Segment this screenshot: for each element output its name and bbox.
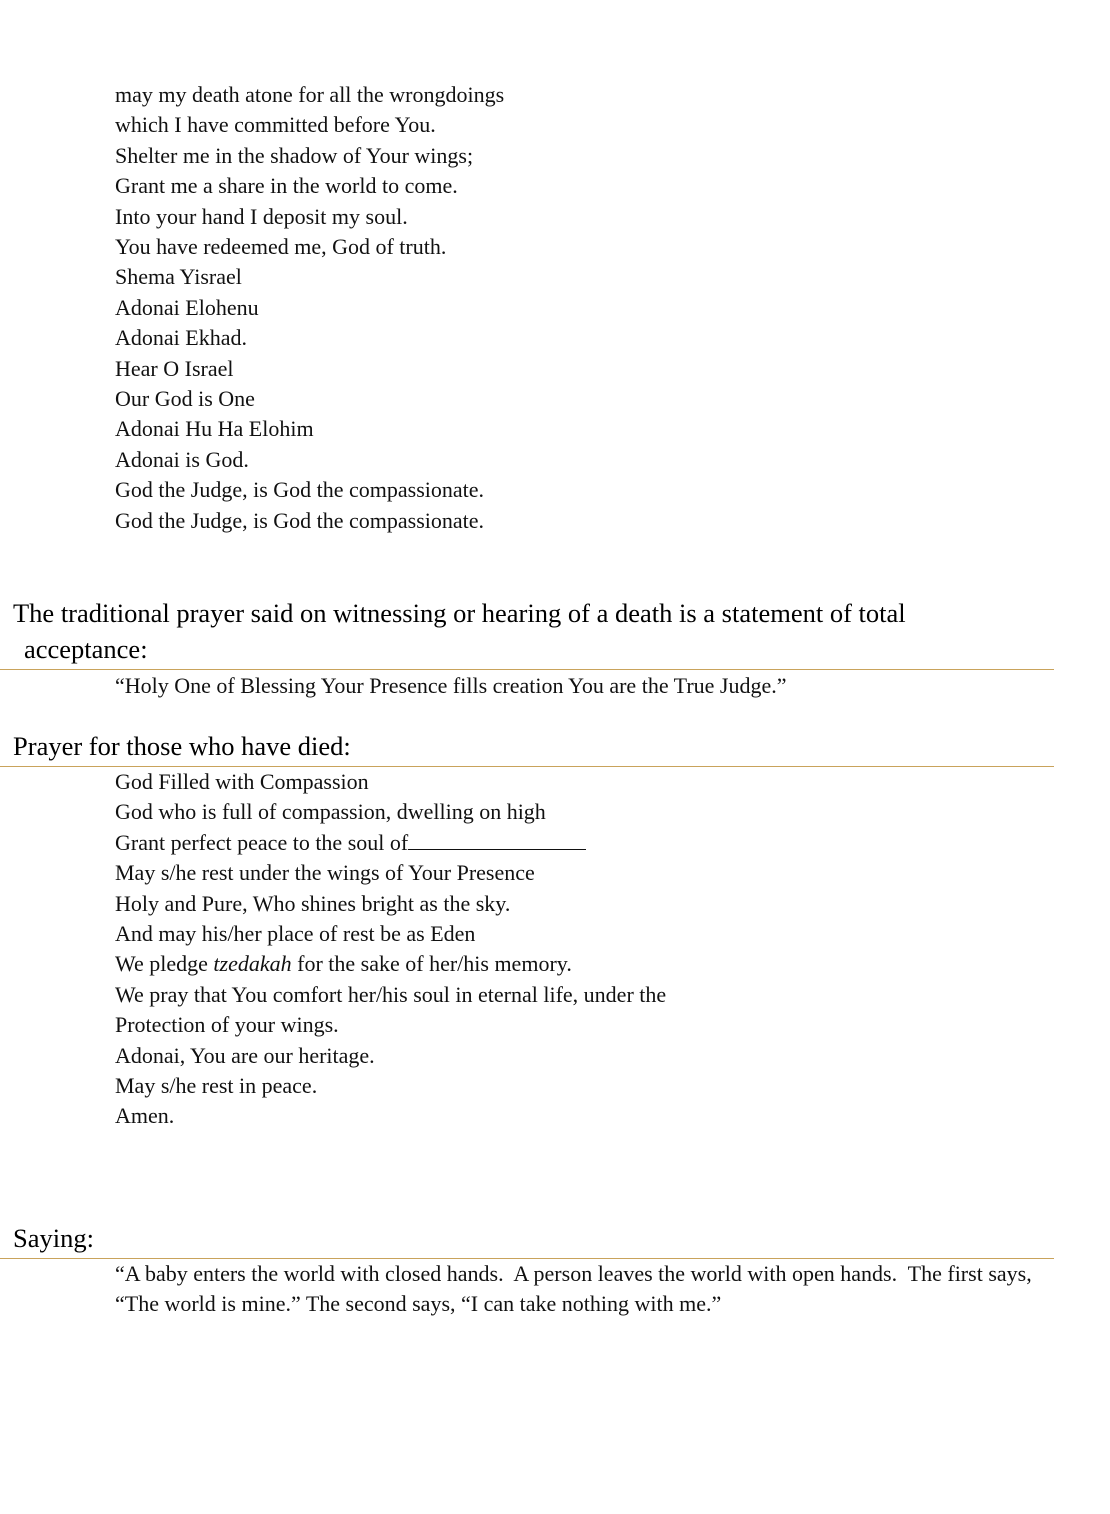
prayer-line: May s/he rest in peace. — [115, 1073, 318, 1099]
prayer-line: You have redeemed me, God of truth. — [115, 234, 447, 260]
soul-of-text: Grant perfect peace to the soul of — [115, 829, 409, 855]
prayer-line: Our God is One — [115, 386, 255, 412]
acceptance-heading — [13, 595, 1013, 667]
acceptance-quote: “Holy One of Blessing Your Presence fills creation You are the True Judge.” — [115, 673, 787, 698]
prayer-line: Hear O Israel — [115, 355, 234, 381]
prayer-line: Amen. — [115, 1103, 175, 1129]
prayer-line: May s/he rest under the wings of Your Presence — [115, 860, 535, 886]
prayer-line: Adonai is God. — [115, 446, 249, 472]
acceptance-heading-line1: The traditional prayer said on witnessing or hearing of a death is a statement of total — [13, 598, 906, 628]
prayer-line: God the Judge, is God the compassionate. — [115, 507, 485, 533]
prayer-line: God the Judge, is God the compassionate. — [115, 477, 485, 503]
pledge-text: We pledge — [115, 951, 214, 977]
prayer-line: may my death atone for all the wrongdoings — [115, 82, 505, 107]
prayer-line: And may his/her place of rest be as Eden — [115, 921, 476, 947]
prayer-line: God Filled with Compassion — [115, 769, 369, 794]
prayer-line: We pray that You comfort her/his soul in eternal life, under the — [115, 981, 667, 1007]
died-prayer-heading: Prayer for those who have died: — [13, 731, 351, 761]
tzedakah-term: tzedakah — [213, 951, 292, 977]
acceptance-heading-line2: acceptance: — [24, 634, 148, 664]
prayer-line: Adonai Ekhad. — [115, 325, 247, 351]
prayer-line: which I have committed before You. — [115, 112, 436, 138]
saying-quote — [115, 1259, 1040, 1320]
section-divider — [0, 669, 1054, 670]
memory-text: for the sake of her/his memory. — [291, 951, 572, 977]
prayer-line: Shelter me in the shadow of Your wings; — [115, 142, 474, 168]
saying-line: says, “The world is mine.” The second says, “I can take nothing with me.” — [115, 1261, 1032, 1317]
died-prayer — [115, 767, 666, 1132]
name-blank — [408, 831, 586, 850]
prayer-line: Holy and Pure, Who shines bright as the sky. — [115, 890, 511, 916]
prayer-line — [115, 828, 666, 858]
prayer-line: God who is full of compassion, dwelling on high — [115, 799, 546, 825]
prayer-line: Protection of your wings. — [115, 1012, 339, 1038]
prayer-line: Adonai, You are our heritage. — [115, 1042, 375, 1068]
prayer-line: Adonai Elohenu — [115, 294, 259, 320]
prayer-line: Into your hand I deposit my soul. — [115, 203, 408, 229]
prayer-line: Grant me a share in the world to come. — [115, 173, 458, 199]
acceptance-quote-block — [115, 671, 787, 701]
opening-prayer — [115, 80, 504, 536]
prayer-line: Shema Yisrael — [115, 264, 242, 290]
prayer-line: Adonai Hu Ha Elohim — [115, 416, 314, 442]
prayer-line — [115, 949, 666, 979]
saying-heading: Saying: — [13, 1223, 94, 1253]
saying-line: “A baby enters the world with closed hands. A person leaves the world with open hands. The first — [115, 1261, 983, 1286]
